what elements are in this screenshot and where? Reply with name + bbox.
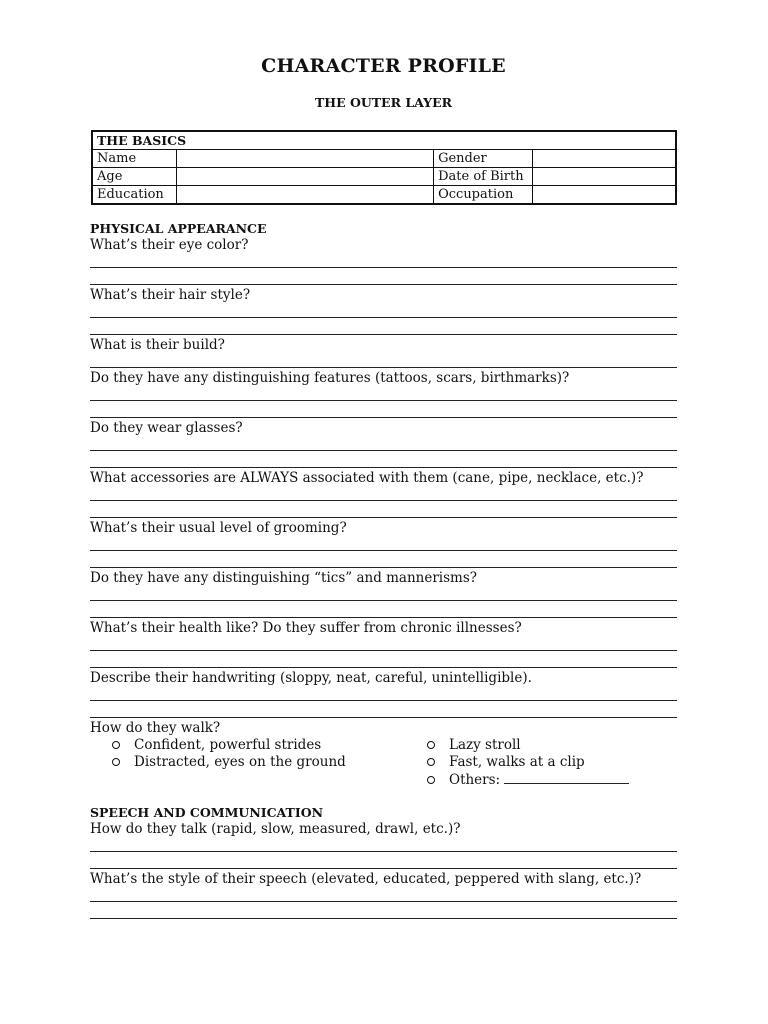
answer-line[interactable] — [90, 467, 677, 468]
basics-table — [91, 130, 677, 205]
question-hair-style: What’s their hair style? — [90, 287, 251, 303]
answer-line[interactable] — [90, 284, 677, 285]
answer-line[interactable] — [90, 617, 677, 618]
walk-option[interactable] — [112, 754, 346, 770]
education-field[interactable] — [176, 186, 433, 205]
answer-line[interactable] — [90, 334, 677, 335]
answer-line[interactable] — [90, 400, 677, 401]
date-of-birth-field[interactable] — [532, 168, 676, 186]
question-grooming: What’s their usual level of grooming? — [90, 520, 347, 536]
answer-line[interactable] — [90, 267, 677, 268]
answer-line[interactable] — [90, 717, 677, 718]
answer-line[interactable] — [90, 868, 677, 869]
answer-line[interactable] — [90, 667, 677, 668]
answer-line[interactable] — [90, 901, 677, 902]
question-walk: How do they walk? — [90, 720, 221, 736]
question-speech-style: What’s the style of their speech (elevated, educated, peppered with slang, etc.)? — [90, 871, 642, 887]
question-distinguishing-features: Do they have any distinguishing features (tattoos, scars, birthmarks)? — [90, 370, 570, 386]
answer-line[interactable] — [90, 317, 677, 318]
answer-line[interactable] — [90, 851, 677, 852]
speech-heading: SPEECH AND COMMUNICATION — [90, 805, 324, 820]
question-build: What is their build? — [90, 337, 225, 353]
page-title: CHARACTER PROFILE — [261, 55, 506, 77]
row-label-gender: Gender — [434, 150, 533, 168]
walk-option-label: Distracted, eyes on the ground — [134, 754, 346, 770]
row-label-occupation: Occupation — [434, 186, 533, 205]
row-label-education: Education — [92, 186, 176, 205]
option-bullet-icon — [427, 776, 435, 784]
question-accessories: What accessories are ALWAYS associated with them (cane, pipe, necklace, etc.)? — [90, 470, 644, 486]
option-bullet-icon — [427, 741, 435, 749]
walk-option-label: Fast, walks at a clip — [449, 754, 585, 770]
answer-line[interactable] — [90, 517, 677, 518]
option-bullet-icon — [112, 758, 120, 766]
walk-option-label: Lazy stroll — [449, 737, 521, 753]
walk-option-others[interactable] — [427, 771, 629, 788]
row-label-age: Age — [92, 168, 176, 186]
name-field[interactable] — [176, 150, 433, 168]
others-input[interactable] — [504, 771, 629, 784]
occupation-field[interactable] — [532, 186, 676, 205]
walk-option-label: Confident, powerful strides — [134, 737, 322, 753]
answer-line[interactable] — [90, 500, 677, 501]
question-handwriting: Describe their handwriting (sloppy, neat, careful, unintelligible). — [90, 670, 532, 686]
question-tics-mannerisms: Do they have any distinguishing “tics” and mannerisms? — [90, 570, 478, 586]
table-row — [92, 168, 676, 186]
answer-line[interactable] — [90, 450, 677, 451]
page-subtitle: THE OUTER LAYER — [314, 95, 453, 110]
question-talk: How do they talk (rapid, slow, measured, drawl, etc.)? — [90, 821, 461, 837]
answer-line[interactable] — [90, 700, 677, 701]
gender-field[interactable] — [532, 150, 676, 168]
age-field[interactable] — [176, 168, 433, 186]
physical-appearance-heading: PHYSICAL APPEARANCE — [90, 221, 267, 236]
option-bullet-icon — [112, 741, 120, 749]
option-bullet-icon — [427, 758, 435, 766]
answer-line[interactable] — [90, 650, 677, 651]
basics-header: THE BASICS — [92, 131, 676, 150]
answer-line[interactable] — [90, 417, 677, 418]
answer-line[interactable] — [90, 550, 677, 551]
question-health: What’s their health like? Do they suffer from chronic illnesses? — [90, 620, 522, 636]
table-row — [92, 186, 676, 205]
answer-line[interactable] — [90, 367, 677, 368]
question-eye-color: What’s their eye color? — [90, 237, 249, 253]
table-row — [92, 150, 676, 168]
answer-line[interactable] — [90, 918, 677, 919]
question-glasses: Do they wear glasses? — [90, 420, 243, 436]
answer-line[interactable] — [90, 567, 677, 568]
answer-line[interactable] — [90, 600, 677, 601]
walk-option-label: Others: — [449, 772, 501, 788]
walk-option[interactable] — [427, 737, 521, 753]
row-label-date-of-birth: Date of Birth — [434, 168, 533, 186]
walk-option[interactable] — [427, 754, 585, 770]
row-label-name: Name — [92, 150, 176, 168]
walk-option[interactable] — [112, 737, 321, 753]
